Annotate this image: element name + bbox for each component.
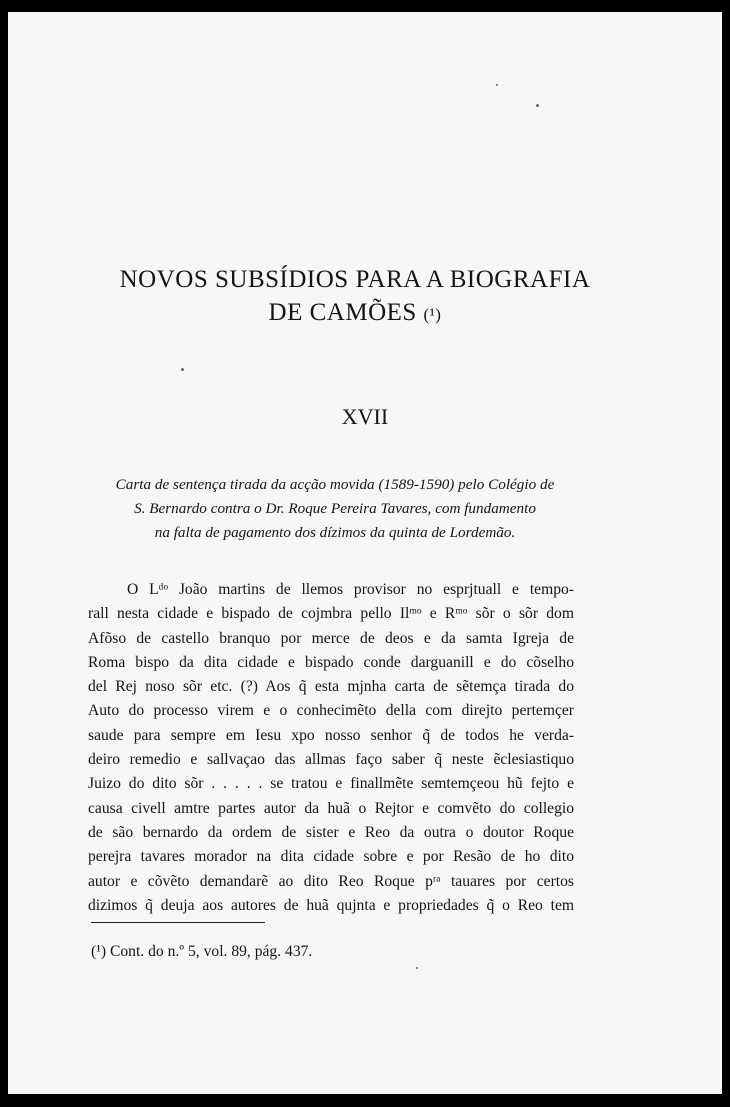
body-line: Auto do processo virem e o conhecimẽto della com direjto pertemçer <box>88 702 574 720</box>
chapter-summary <box>90 473 580 545</box>
body-line: dizimos q̃ deuja aos autores de huã qujnta e propriedades q̃ o Reo tem <box>88 896 574 914</box>
document-body-text <box>88 578 574 918</box>
document-page <box>8 12 722 1094</box>
body-line: O Lᵈᵒ João martins de llemos provisor no esprjtuall e tempo- <box>127 581 574 598</box>
page-title-text: DE CAMÕES <box>268 299 417 326</box>
footnote-divider <box>91 922 265 923</box>
body-line: de são bernardo da ordem de sister e Reo da outra o doutor Roque <box>88 823 574 841</box>
body-line: rall nesta cidade e bispado de cojmbra pello Ilᵐᵒ e Rᵐᵒ sõr o sõr dom <box>88 605 574 623</box>
summary-line: Carta de sentença tirada da acção movida (1589-1590) pelo Colégio de <box>115 476 555 493</box>
scan-speck <box>181 368 184 371</box>
body-line: deiro remedio e sallvaçao das allmas faço saber q̃ neste ẽclesiastiquo <box>88 751 574 769</box>
title-footnote-reference: (¹) <box>423 305 442 324</box>
body-line: saude para sempre em Iesu xpo nosso senhor q̃ de todos he verda- <box>88 726 574 744</box>
scan-speck <box>416 967 418 969</box>
body-line: perejra tavares morador na dita cidade sobre e por Resão de ho dito <box>88 848 574 866</box>
page-title-line-2 <box>0 297 712 330</box>
scan-speck <box>496 84 498 86</box>
scan-speck <box>536 104 539 107</box>
chapter-number: XVII <box>341 404 389 429</box>
body-line: del Rej noso sõr etc. (?) Aos q̃ esta mjnha carta de sẽtemça tirada do <box>88 678 574 696</box>
page-title-line-1: NOVOS SUBSÍDIOS PARA A BIOGRAFIA <box>119 266 591 293</box>
body-line: Roma bispo da dita cidade e bispado conde darguanill e do cõselho <box>88 653 574 671</box>
summary-line: na falta de pagamento dos dízimos da quinta de Lordemão. <box>154 524 516 541</box>
body-line: autor e cõvẽto demandarẽ ao dito Reo Roque pʳᵃ tauares por certos <box>88 872 574 890</box>
footnote: (¹) Cont. do n.º 5, vol. 89, pág. 437. <box>91 943 313 960</box>
body-line: causa civell amtre partes autor da huã o Rejtor e comvẽto do collegio <box>88 799 574 817</box>
body-line: Afõso de castello branquo por merce de deos e da samta Igreja de <box>88 629 574 647</box>
body-line: Juizo do dito sõr . . . . . se tratou e finallmẽte semtemçeou hũ fejto e <box>88 775 574 793</box>
summary-line: S. Bernardo contra o Dr. Roque Pereira Tavares, com fundamento <box>134 500 536 517</box>
